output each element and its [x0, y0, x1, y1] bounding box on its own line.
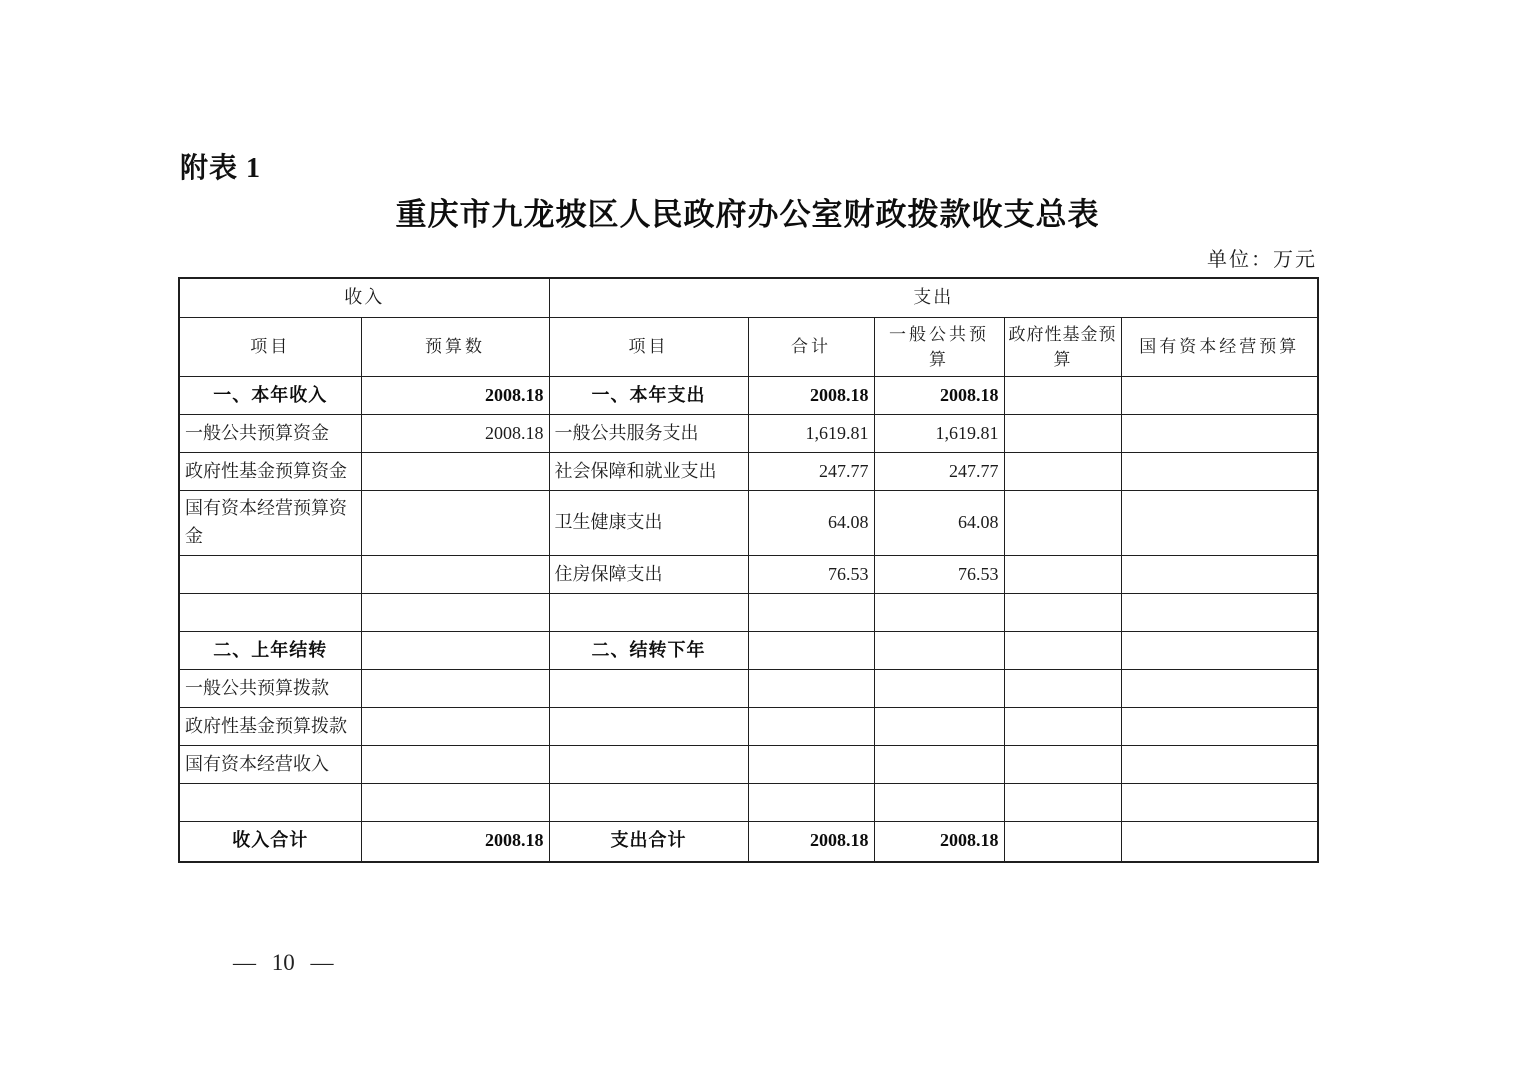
table-cell: 2008.18 — [361, 822, 549, 862]
table-row — [179, 453, 1318, 491]
column-header-budget-amount: 预算数 — [361, 318, 549, 377]
table-row — [179, 377, 1318, 415]
table-cell — [1121, 415, 1318, 453]
table-row — [179, 594, 1318, 632]
table-cell: 国有资本经营预算资金 — [179, 491, 361, 556]
table-cell — [361, 708, 549, 746]
table-cell — [1121, 670, 1318, 708]
table-cell — [1121, 784, 1318, 822]
table-cell — [874, 632, 1004, 670]
table-cell: 64.08 — [874, 491, 1004, 556]
table-cell — [1004, 594, 1121, 632]
table-cell: 1,619.81 — [748, 415, 874, 453]
table-cell: 一、本年收入 — [179, 377, 361, 415]
table-cell — [748, 708, 874, 746]
table-cell — [549, 594, 748, 632]
page-title: 重庆市九龙坡区人民政府办公室财政拨款收支总表 — [395, 197, 1100, 232]
table-cell — [1004, 415, 1121, 453]
table-cell — [1004, 632, 1121, 670]
column-header-total: 合计 — [748, 318, 874, 377]
table-cell: 76.53 — [748, 556, 874, 594]
unit-note: 单位：万元 — [1207, 249, 1317, 271]
table-cell: 政府性基金预算资金 — [179, 453, 361, 491]
table-cell — [361, 556, 549, 594]
table-row — [179, 746, 1318, 784]
table-cell: 2008.18 — [361, 377, 549, 415]
table-cell: 2008.18 — [748, 822, 874, 862]
table-cell — [549, 784, 748, 822]
table-cell: 收入合计 — [179, 822, 361, 862]
budget-table — [178, 277, 1319, 863]
table-cell: 一、本年支出 — [549, 377, 748, 415]
table-cell — [874, 746, 1004, 784]
group-header-expenditure: 支出 — [549, 278, 1318, 318]
column-header-state-capital-budget: 国有资本经营预算 — [1121, 318, 1318, 377]
table-cell: 一般公共预算拨款 — [179, 670, 361, 708]
table-cell — [1121, 491, 1318, 556]
table-cell: 2008.18 — [874, 377, 1004, 415]
table-cell — [361, 453, 549, 491]
table-cell: 二、上年结转 — [179, 632, 361, 670]
column-header-income-item: 项目 — [179, 318, 361, 377]
table-cell: 卫生健康支出 — [549, 491, 748, 556]
column-header-government-fund-budget: 政府性基金预算 — [1004, 318, 1121, 377]
table-cell — [748, 746, 874, 784]
table-cell — [1121, 556, 1318, 594]
table-cell — [179, 556, 361, 594]
table-cell — [1004, 708, 1121, 746]
table-cell: 2008.18 — [874, 822, 1004, 862]
table-cell: 支出合计 — [549, 822, 748, 862]
table-cell — [549, 670, 748, 708]
table-cell: 住房保障支出 — [549, 556, 748, 594]
group-header-row — [179, 278, 1318, 318]
column-header-expenditure-item: 项目 — [549, 318, 748, 377]
table-cell — [748, 670, 874, 708]
table-cell: 247.77 — [874, 453, 1004, 491]
table-row — [179, 491, 1318, 556]
table-cell: 2008.18 — [361, 415, 549, 453]
table-cell: 一般公共预算资金 — [179, 415, 361, 453]
table-cell: 2008.18 — [748, 377, 874, 415]
table-row — [179, 632, 1318, 670]
table-cell — [361, 594, 549, 632]
table-cell — [1004, 491, 1121, 556]
table-cell — [1004, 556, 1121, 594]
table-cell — [361, 784, 549, 822]
table-cell — [1004, 377, 1121, 415]
table-cell — [549, 708, 748, 746]
table-cell — [748, 632, 874, 670]
table-cell — [1121, 594, 1318, 632]
table-cell — [1121, 708, 1318, 746]
table-row — [179, 784, 1318, 822]
column-header-general-public-budget: 一般公共预算 — [874, 318, 1004, 377]
table-cell — [549, 746, 748, 784]
table-row — [179, 822, 1318, 862]
table-cell — [361, 670, 549, 708]
table-cell: 64.08 — [748, 491, 874, 556]
table-cell — [874, 670, 1004, 708]
table-cell — [874, 708, 1004, 746]
table-cell — [748, 594, 874, 632]
table-row — [179, 415, 1318, 453]
annex-label: 附表 1 — [180, 153, 262, 184]
table-cell — [1004, 784, 1121, 822]
table-cell — [179, 594, 361, 632]
table-cell: 一般公共服务支出 — [549, 415, 748, 453]
table-cell — [1004, 453, 1121, 491]
table-cell — [874, 594, 1004, 632]
table-row — [179, 708, 1318, 746]
table-cell — [1004, 746, 1121, 784]
table-cell — [874, 784, 1004, 822]
table-row — [179, 556, 1318, 594]
group-header-income: 收入 — [179, 278, 549, 318]
table-cell: 1,619.81 — [874, 415, 1004, 453]
table-cell: 国有资本经营收入 — [179, 746, 361, 784]
table-cell: 社会保障和就业支出 — [549, 453, 748, 491]
table-cell — [361, 491, 549, 556]
page-number: — 10 — — [233, 950, 334, 975]
table-cell — [1121, 453, 1318, 491]
table-cell — [748, 784, 874, 822]
table-cell — [179, 784, 361, 822]
table-cell: 二、结转下年 — [549, 632, 748, 670]
table-cell — [361, 632, 549, 670]
table-cell — [1121, 746, 1318, 784]
table-cell: 76.53 — [874, 556, 1004, 594]
table-cell — [1121, 632, 1318, 670]
table-cell — [1004, 822, 1121, 862]
table-cell: 247.77 — [748, 453, 874, 491]
table-cell — [1121, 822, 1318, 862]
table-row — [179, 670, 1318, 708]
table-cell: 政府性基金预算拨款 — [179, 708, 361, 746]
table-cell — [1121, 377, 1318, 415]
table-cell — [1004, 670, 1121, 708]
column-header-row — [179, 318, 1318, 377]
table-cell — [361, 746, 549, 784]
